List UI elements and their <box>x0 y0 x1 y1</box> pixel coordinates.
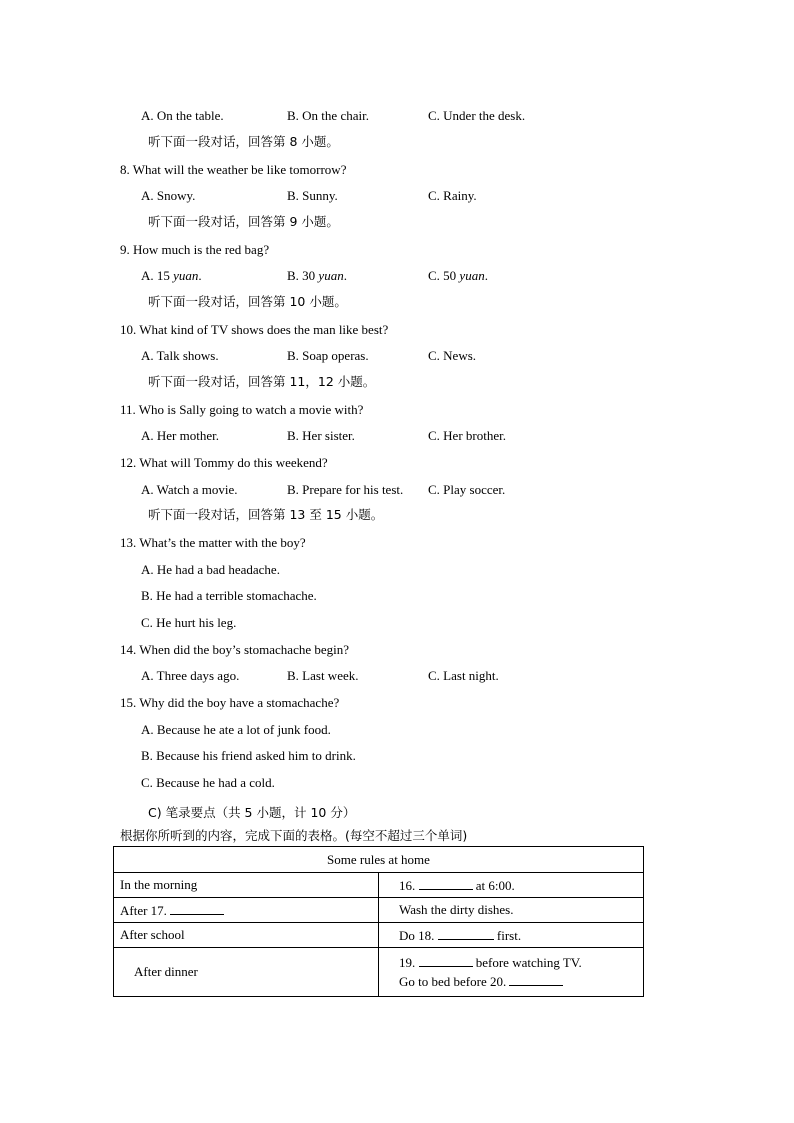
q10-stem: 10. What kind of TV shows does the man like best? <box>120 322 389 337</box>
q9-option-b: B. 30 yuan. <box>287 268 347 283</box>
table-cell-right: 16. at 6:00. <box>379 873 644 898</box>
q13-option-c: C. He hurt his leg. <box>141 615 237 630</box>
table-row <box>114 923 644 948</box>
q12-stem: 12. What will Tommy do this weekend? <box>120 455 328 470</box>
answer-blank-18[interactable] <box>438 927 494 940</box>
q10-option-b: B. Soap operas. <box>287 348 369 363</box>
table-cell-right: Wash the dirty dishes. <box>379 898 644 923</box>
answer-blank-19[interactable] <box>419 954 473 967</box>
q9-stem: 9. How much is the red bag? <box>120 242 270 257</box>
q8-option-c: C. Rainy. <box>428 188 477 203</box>
q14-option-c: C. Last night. <box>428 668 499 683</box>
table-cell-left: In the morning <box>114 873 379 898</box>
table-header: Some rules at home <box>114 847 644 873</box>
q7-option-b: B. On the chair. <box>287 108 369 123</box>
q11-stem: 11. Who is Sally going to watch a movie with? <box>120 402 364 417</box>
q11-option-a: A. Her mother. <box>141 428 219 443</box>
q15-option-a: A. Because he ate a lot of junk food. <box>141 722 331 737</box>
table-cell-left: After dinner <box>114 948 379 997</box>
q13-stem: 13. What’s the matter with the boy? <box>120 535 306 550</box>
q7-option-a: A. On the table. <box>141 108 224 123</box>
q12-option-b: B. Prepare for his test. <box>287 482 404 497</box>
q13-option-b: B. He had a terrible stomachache. <box>141 588 317 603</box>
table-row <box>114 898 644 923</box>
q12-option-a: A. Watch a movie. <box>141 482 238 497</box>
answer-blank-17[interactable] <box>170 902 224 915</box>
table-cell-left: After school <box>114 923 379 948</box>
q10-option-c: C. News. <box>428 348 477 363</box>
q13-option-a: A. He had a bad headache. <box>141 562 280 577</box>
instruction-q9: 听下面一段对话，回答第 9 小题。 <box>148 214 339 229</box>
q11-option-c: C. Her brother. <box>428 428 506 443</box>
section-c-title: C) 笔录要点（共 5 小题，计 10 分） <box>148 805 356 820</box>
instruction-q11-12: 听下面一段对话，回答第 11，12 小题。 <box>148 374 376 389</box>
instruction-q13-15: 听下面一段对话，回答第 13 至 15 小题。 <box>148 507 384 522</box>
q9-option-a: A. 15 yuan. <box>141 268 202 283</box>
q8-option-b: B. Sunny. <box>287 188 338 203</box>
q15-stem: 15. Why did the boy have a stomachache? <box>120 695 340 710</box>
table-header-row <box>114 847 644 873</box>
q15-option-c: C. Because he had a cold. <box>141 775 275 790</box>
table-row <box>114 948 644 997</box>
rules-table <box>113 846 644 997</box>
table-cell-left: After 17. <box>114 898 379 923</box>
q7-option-c: C. Under the desk. <box>428 108 526 123</box>
q14-stem: 14. When did the boy’s stomachache begin? <box>120 642 350 657</box>
answer-blank-16[interactable] <box>419 877 473 890</box>
q15-option-b: B. Because his friend asked him to drink. <box>141 748 356 763</box>
answer-blank-20[interactable] <box>509 973 563 986</box>
table-row <box>114 873 644 898</box>
q9-option-c: C. 50 yuan. <box>428 268 488 283</box>
section-c-instruction: 根据你所听到的内容，完成下面的表格。(每空不超过三个单词) <box>120 828 468 843</box>
q11-option-b: B. Her sister. <box>287 428 355 443</box>
table-cell-right: Do 18. first. <box>379 923 644 948</box>
instruction-q10: 听下面一段对话，回答第 10 小题。 <box>148 294 347 309</box>
table-cell-right: 19. before watching TV. Go to bed before 20. <box>379 948 644 997</box>
instruction-q8: 听下面一段对话，回答第 8 小题。 <box>148 134 339 149</box>
q14-option-a: A. Three days ago. <box>141 668 240 683</box>
q8-stem: 8. What will the weather be like tomorrow? <box>120 162 347 177</box>
q12-option-c: C. Play soccer. <box>428 482 506 497</box>
q8-option-a: A. Snowy. <box>141 188 196 203</box>
q10-option-a: A. Talk shows. <box>141 348 219 363</box>
q14-option-b: B. Last week. <box>287 668 359 683</box>
